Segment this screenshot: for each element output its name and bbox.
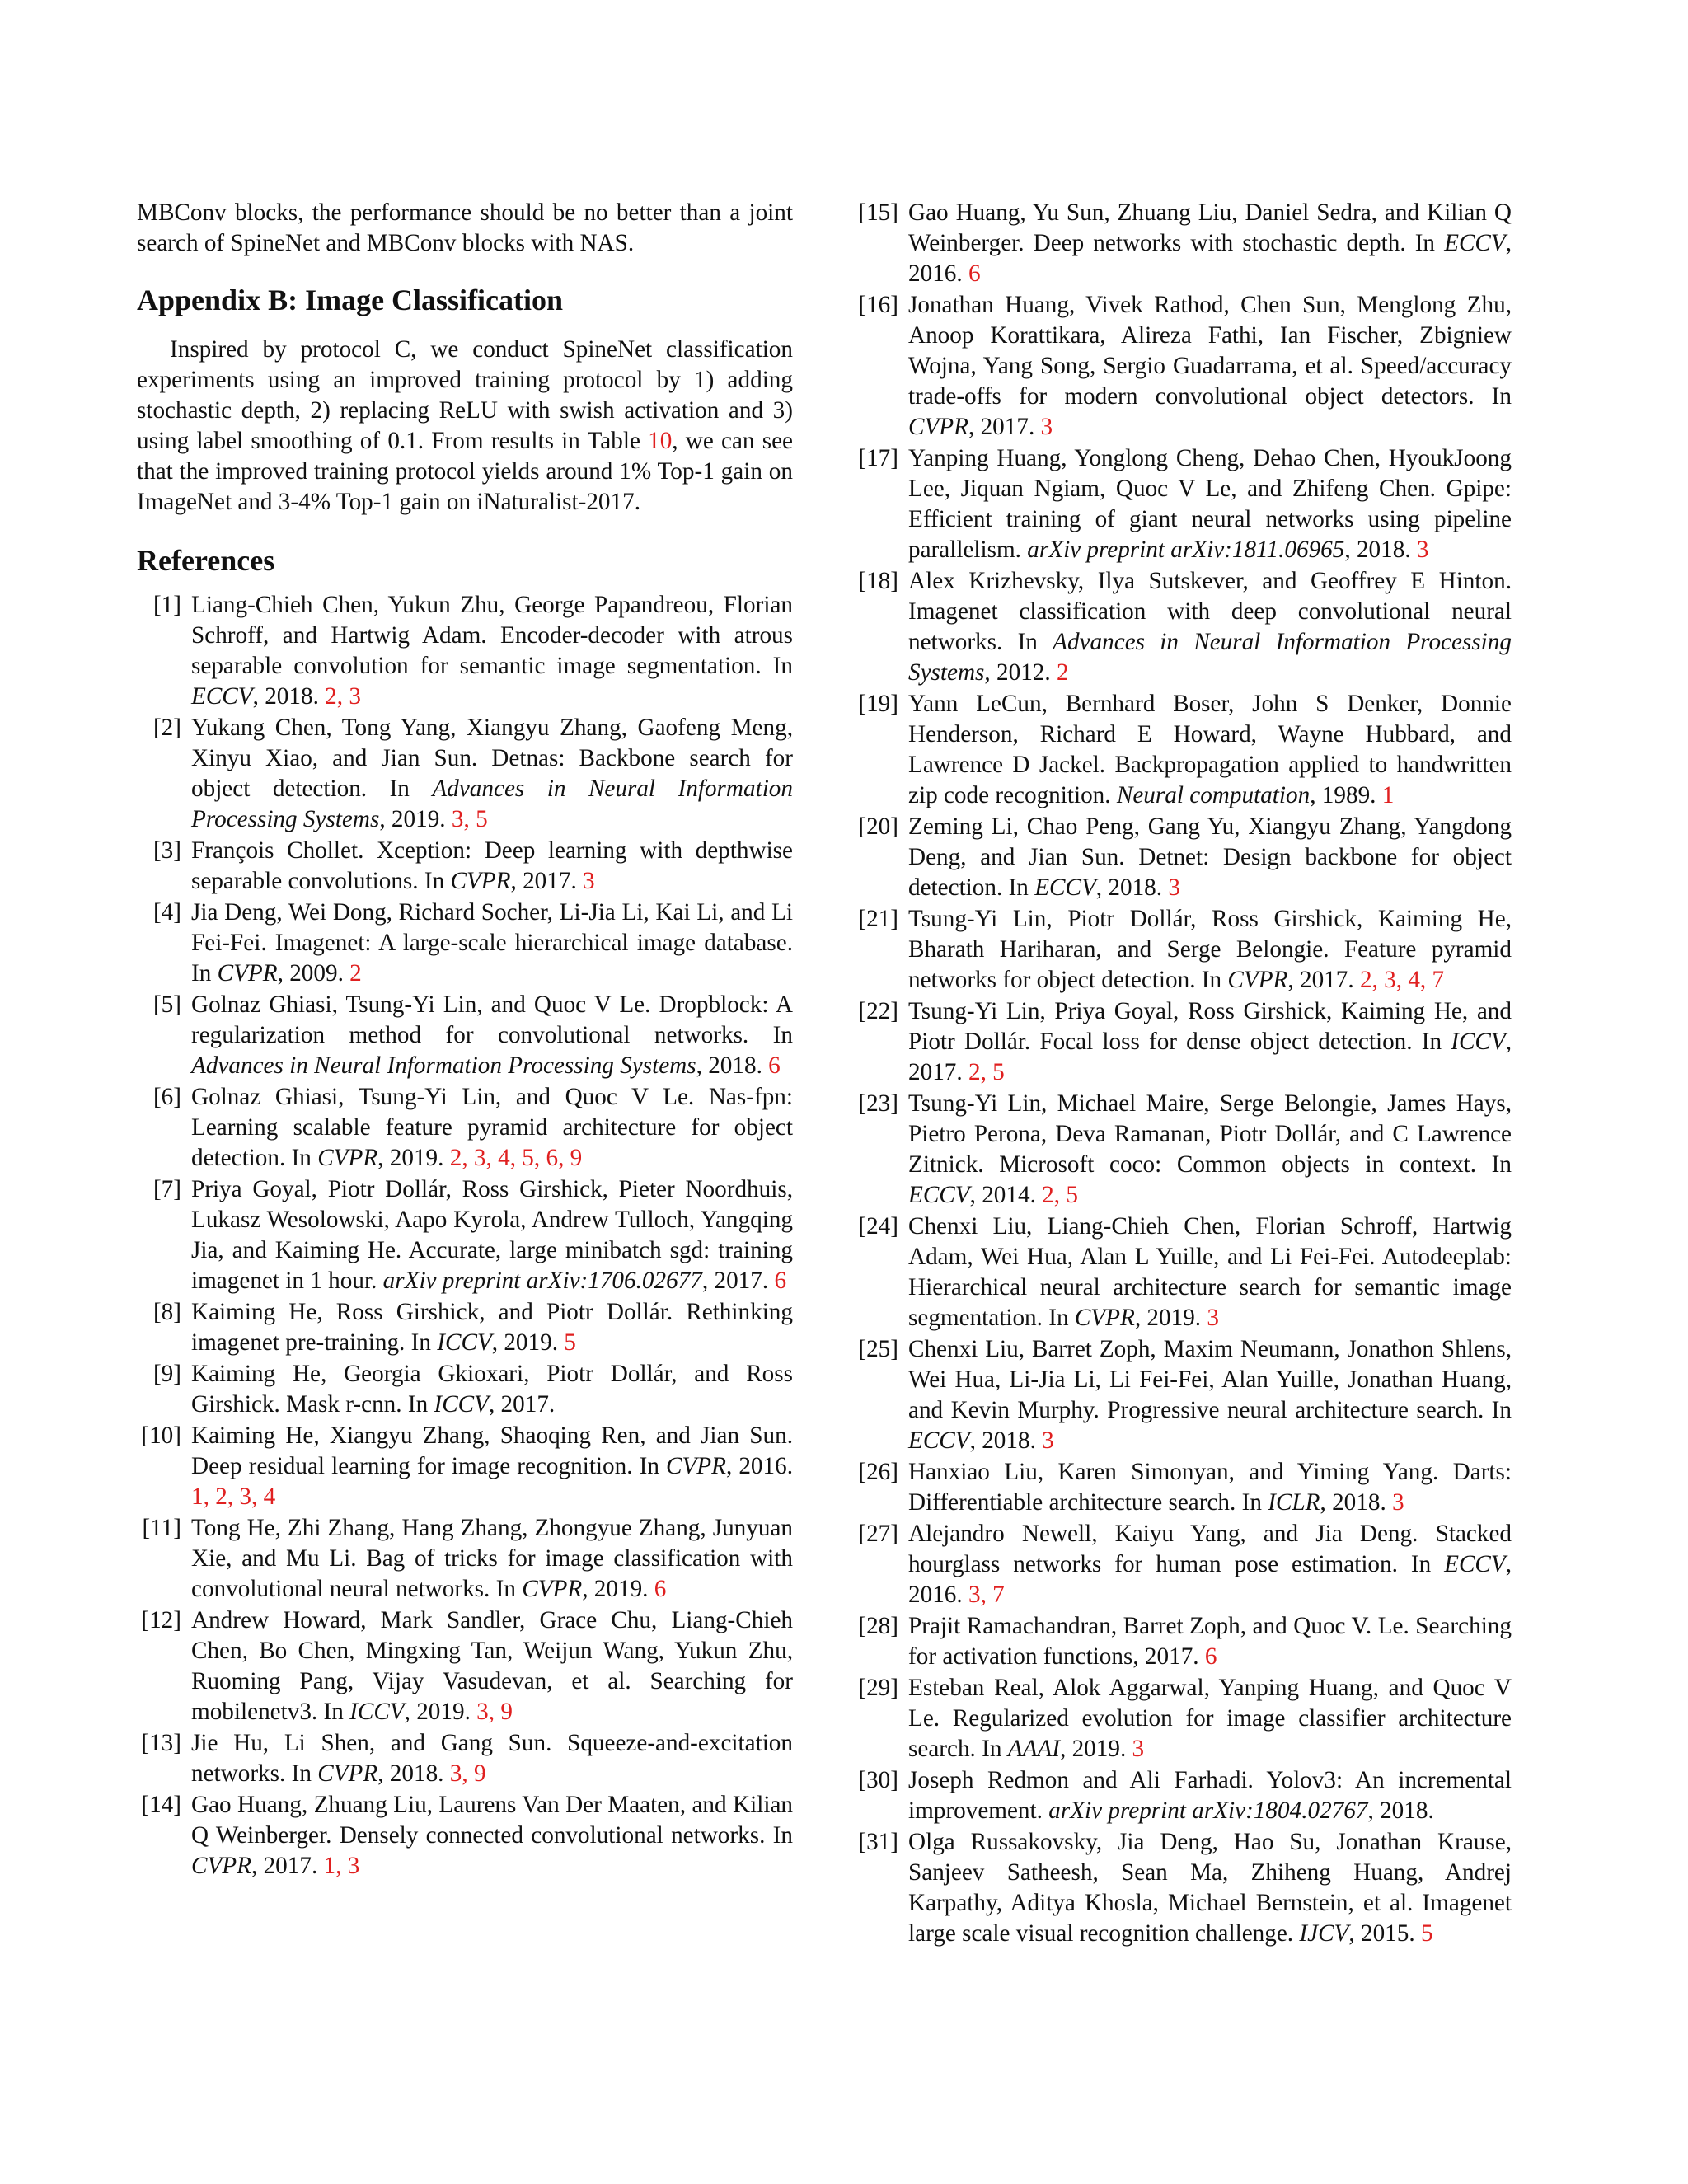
reference-item [854, 689, 1512, 811]
reference-year: , 2017. [908, 1029, 1512, 1085]
reference-text: Alex Krizhevsky, Ilya Sutskever, and Geoffrey E Hinton. Imagenet classification with deep convolutional neural networks. In [908, 568, 1512, 655]
reference-backlinks[interactable]: 2, 3, 4, 5, 6, 9 [449, 1145, 583, 1171]
reference-text: Jie Hu, Li Shen, and Gang Sun. Squeeze-and-excitation networks. In [191, 1730, 793, 1787]
reference-number: [16] [858, 292, 898, 318]
reference-venue: Advances in Neural Information Processing Systems [191, 776, 793, 832]
reference-number: [2] [152, 715, 181, 741]
reference-venue: Advances in Neural Information Processing Systems [908, 629, 1512, 686]
reference-number: [30] [858, 1767, 898, 1793]
reference-item [137, 1174, 793, 1296]
reference-venue: CVPR [1227, 967, 1288, 993]
reference-number: [10] [141, 1422, 181, 1449]
reference-year: , 2018. [377, 1760, 450, 1787]
reference-text: Tong He, Zhi Zhang, Hang Zhang, Zhongyue Zhang, Junyuan Xie, and Mu Li. Bag of tricks for image classification with convolutional neural networks. In [191, 1515, 793, 1602]
reference-year: , 2016. [908, 1551, 1512, 1608]
reference-text: Gao Huang, Zhuang Liu, Laurens Van Der Maaten, and Kilian Q Weinberger. Densely connected convolutional networks. In [191, 1792, 793, 1849]
reference-number: [25] [858, 1336, 898, 1362]
reference-item [854, 1334, 1512, 1456]
reference-item [137, 1082, 793, 1174]
reference-year: , 2014. [969, 1182, 1043, 1208]
reference-backlinks[interactable]: 3, 9 [449, 1760, 486, 1787]
reference-number: [17] [858, 445, 898, 471]
reference-item [137, 1297, 793, 1358]
reference-venue: arXiv preprint arXiv:1804.02767 [1048, 1797, 1368, 1824]
reference-item [137, 836, 793, 897]
reference-item [854, 566, 1512, 688]
reference-body [908, 812, 1512, 903]
reference-text: Jia Deng, Wei Dong, Richard Socher, Li-Jia Li, Kai Li, and Li Fei-Fei. Imagenet: A large-scale hierarchical image database. In [191, 899, 793, 987]
reference-text: Tsung-Yi Lin, Piotr Dollár, Ross Girshick, Kaiming He, Bharath Hariharan, and Serge Belongie. Feature pyramid networks for object detection. In [908, 906, 1512, 993]
reference-body [908, 1212, 1512, 1333]
reference-item [854, 198, 1512, 289]
reference-number: [11] [142, 1515, 181, 1541]
reference-item [137, 1728, 793, 1789]
reference-year: , 2016. [908, 230, 1512, 287]
reference-backlinks[interactable]: 3 [1207, 1305, 1219, 1331]
reference-backlinks[interactable]: 3 [583, 868, 595, 894]
reference-number: [31] [858, 1829, 898, 1855]
reference-backlinks[interactable]: 2 [349, 960, 362, 987]
reference-venue: CVPR [191, 1853, 251, 1879]
reference-backlinks[interactable]: 3 [1416, 537, 1429, 563]
reference-item [854, 1457, 1512, 1518]
appendix-paragraph [137, 335, 793, 518]
reference-body [908, 1611, 1512, 1672]
reference-backlinks[interactable]: 2 [1056, 659, 1069, 686]
reference-year: , 2019. [582, 1576, 654, 1602]
reference-item [854, 1212, 1512, 1333]
reference-venue: CVPR [665, 1453, 726, 1479]
reference-venue: IJCV [1299, 1920, 1349, 1947]
references-heading: References [137, 544, 275, 577]
reference-backlinks[interactable]: 6 [1204, 1643, 1217, 1670]
reference-number: [7] [152, 1176, 181, 1202]
reference-text: Zeming Li, Chao Peng, Gang Yu, Xiangyu Zhang, Yangdong Deng, and Jian Sun. Detnet: Design backbone for object detection. In [908, 813, 1512, 901]
reference-venue: ICCV [1451, 1029, 1506, 1055]
reference-number: [29] [858, 1675, 898, 1701]
reference-body [908, 1827, 1512, 1949]
reference-venue: ECCV [1444, 230, 1506, 256]
reference-body [908, 689, 1512, 811]
reference-item [137, 1790, 793, 1882]
reference-number: [6] [152, 1084, 181, 1110]
reference-number: [13] [141, 1730, 181, 1756]
reference-body [191, 1513, 793, 1605]
reference-backlinks[interactable]: 5 [1420, 1920, 1433, 1947]
reference-number: [1] [152, 592, 181, 618]
reference-venue: ECCV [908, 1427, 970, 1454]
reference-text: Kaiming He, Ross Girshick, and Piotr Dollár. Rethinking imagenet pre-training. In [191, 1299, 793, 1356]
reference-backlinks[interactable]: 6 [968, 260, 981, 287]
left-column [137, 198, 793, 1882]
reference-venue: CVPR [317, 1145, 378, 1171]
reference-item [137, 898, 793, 989]
reference-year: , 2018. [969, 1427, 1043, 1454]
reference-item [137, 1605, 793, 1727]
reference-venue: Advances in Neural Information Processing Systems [191, 1052, 696, 1079]
reference-item [854, 1765, 1512, 1826]
reference-text: François Chollet. Xception: Deep learning with depthwise separable convolutions. In [191, 837, 793, 894]
reference-body [191, 590, 793, 712]
reference-item [137, 1421, 793, 1512]
reference-backlinks[interactable]: 3, 7 [968, 1582, 1005, 1608]
reference-text: Prajit Ramachandran, Barret Zoph, and Quoc V. Le. Searching for activation functions, 2017. [908, 1613, 1512, 1670]
reference-item [137, 1513, 793, 1605]
reference-venue: ICCV [437, 1329, 492, 1356]
reference-year: , 2019. [379, 806, 452, 832]
reference-text: Chenxi Liu, Liang-Chieh Chen, Florian Schroff, Hartwig Adam, Wei Hua, Alan L Yuille, and Li Fei-Fei. Autodeeplab: Hierarchical neural architecture search for semantic image segmentation. In [908, 1213, 1512, 1331]
reference-text: Yanping Huang, Yonglong Cheng, Dehao Chen, HyoukJoong Lee, Jiquan Ngiam, Quoc V Le, and Zhifeng Chen. Gpipe: Efficient training of giant neural networks using pipeline parallelism. [908, 445, 1512, 563]
reference-venue: ICCV [434, 1391, 489, 1418]
reference-list-left [137, 590, 793, 1882]
reference-year: , 2019. [1059, 1736, 1132, 1762]
reference-body [191, 713, 793, 835]
reference-backlinks[interactable]: 1 [1381, 782, 1395, 808]
reference-venue: ECCV [191, 683, 253, 710]
reference-text: Kaiming He, Xiangyu Zhang, Shaoqing Ren, and Jian Sun. Deep residual learning for image recognition. In [191, 1422, 793, 1479]
reference-text: Andrew Howard, Mark Sandler, Grace Chu, Liang-Chieh Chen, Bo Chen, Mingxing Tan, Weijun Wang, Yukun Zhu, Ruoming Pang, Vijay Vasudevan, et al. Searching for mobilenetv3. In [191, 1607, 793, 1725]
reference-text: Hanxiao Liu, Karen Simonyan, and Yiming Yang. Darts: Differentiable architecture search. In [908, 1459, 1512, 1516]
reference-year: , 1989. [1310, 782, 1382, 808]
reference-item [854, 1827, 1512, 1949]
reference-backlinks[interactable]: 2, 5 [1042, 1182, 1078, 1208]
reference-item [854, 1519, 1512, 1610]
reference-item [137, 990, 793, 1081]
reference-body [191, 1790, 793, 1882]
reference-backlinks[interactable]: 2, 5 [968, 1059, 1005, 1085]
reference-backlinks[interactable]: 1, 2, 3, 4 [191, 1483, 276, 1510]
reference-year: , 2019. [404, 1699, 477, 1725]
reference-venue: CVPR [450, 868, 511, 894]
reference-body [908, 198, 1512, 289]
reference-backlinks[interactable]: 3 [1392, 1489, 1404, 1516]
reference-list-right [854, 198, 1512, 1949]
reference-text: Olga Russakovsky, Jia Deng, Hao Su, Jonathan Krause, Sanjeev Satheesh, Sean Ma, Zhiheng Huang, Andrej Karpathy, Aditya Khosla, Michael Bernstein, et al. Imagenet large scale visual recognition challenge. [908, 1829, 1512, 1947]
reference-year: , 2017. [510, 868, 584, 894]
reference-year: , 2019. [491, 1329, 565, 1356]
reference-item [854, 290, 1512, 443]
reference-text: Esteban Real, Alok Aggarwal, Yanping Huang, and Quoc V Le. Regularized evolution for image classifier architecture search. In [908, 1675, 1512, 1762]
reference-number: [9] [152, 1361, 181, 1387]
reference-text: Kaiming He, Georgia Gkioxari, Piotr Dollár, and Ross Girshick. Mask r-cnn. In [191, 1361, 793, 1418]
reference-item [854, 904, 1512, 996]
reference-text: Golnaz Ghiasi, Tsung-Yi Lin, and Quoc V Le. Nas-fpn: Learning scalable feature pyramid architecture for object detection. In [191, 1084, 793, 1171]
reference-venue: ICLR [1268, 1489, 1320, 1516]
reference-body [191, 898, 793, 989]
reference-venue: CVPR [317, 1760, 378, 1787]
reference-backlinks[interactable]: 6 [654, 1576, 667, 1602]
reference-text: Joseph Redmon and Ali Farhadi. Yolov3: An incremental improvement. [908, 1767, 1512, 1824]
reference-year: , 2015. [1348, 1920, 1421, 1947]
reference-body [908, 1519, 1512, 1610]
reference-number: [18] [858, 568, 898, 594]
reference-text: Yukang Chen, Tong Yang, Xiangyu Zhang, Gaofeng Meng, Xinyu Xiao, and Jian Sun. Detnas: Backbone search for object detection. In [191, 715, 793, 802]
reference-year: , 2017. [701, 1268, 775, 1294]
reference-body [191, 1082, 793, 1174]
reference-number: [8] [152, 1299, 181, 1325]
reference-item [854, 1673, 1512, 1765]
reference-year: , 2018. [1344, 537, 1417, 563]
reference-venue: CVPR [908, 414, 968, 440]
reference-text: Tsung-Yi Lin, Priya Goyal, Ross Girshick, Kaiming He, and Piotr Dollár. Focal loss for dense object detection. In [908, 998, 1512, 1055]
right-column [854, 198, 1512, 1950]
reference-item [854, 1611, 1512, 1672]
reference-venue: ICCV [349, 1699, 405, 1725]
reference-year: , 2012. [984, 659, 1057, 686]
reference-body [191, 1359, 793, 1420]
reference-body [191, 1605, 793, 1727]
appendix-text-before: Inspired by protocol C, we conduct SpineNet classification experiments using an improved training protocol by 1) adding stochastic depth, 2) replacing ReLU with swish activation and 3) using label smoothing of 0.1. From results in Table [137, 336, 793, 454]
reference-number: [19] [858, 691, 898, 717]
reference-body [191, 1421, 793, 1512]
reference-number: [26] [858, 1459, 898, 1485]
reference-year: , 2018. [1320, 1489, 1393, 1516]
reference-venue: AAAI [1007, 1736, 1060, 1762]
reference-year: , 2017. [488, 1391, 556, 1418]
reference-venue: arXiv preprint arXiv:1811.06965 [1027, 537, 1345, 563]
reference-backlinks[interactable]: 2, 3 [325, 683, 361, 710]
reference-text: Jonathan Huang, Vivek Rathod, Chen Sun, Menglong Zhu, Anoop Korattikara, Alireza Fathi, Ian Fischer, Zbigniew Wojna, Yang Song, Sergio Guadarrama, et al. Speed/accuracy trade-offs for modern convolutional object detectors. In [908, 292, 1512, 410]
reference-number: [5] [152, 991, 181, 1018]
reference-body [191, 1174, 793, 1296]
reference-body [908, 566, 1512, 688]
reference-backlinks[interactable]: 3, 5 [451, 806, 488, 832]
appendix-text-after: , we can see that the improved training protocol yields around 1% Top-1 gain on ImageNet and 3-4% Top-1 gain on iNaturalist-2017. [137, 428, 793, 515]
reference-body [908, 904, 1512, 996]
reference-backlinks[interactable]: 2, 3, 4, 7 [1359, 967, 1445, 993]
reference-venue: Neural computation [1116, 782, 1311, 808]
reference-year: , 2019. [1134, 1305, 1207, 1331]
reference-number: [21] [858, 906, 898, 932]
reference-body [191, 1728, 793, 1789]
reference-backlinks[interactable]: 6 [768, 1052, 781, 1079]
reference-body [908, 290, 1512, 443]
reference-venue: arXiv preprint arXiv:1706.02677 [382, 1268, 702, 1294]
reference-backlinks[interactable]: 3 [1168, 874, 1180, 901]
reference-item [854, 812, 1512, 903]
reference-backlinks[interactable]: 3 [1042, 1427, 1054, 1454]
reference-body [908, 1673, 1512, 1765]
reference-item [854, 443, 1512, 565]
reference-text: Yann LeCun, Bernhard Boser, John S Denker, Donnie Henderson, Richard E Howard, Wayne Hubbard, and Lawrence D Jackel. Backpropagation applied to handwritten zip code recognition. [908, 691, 1512, 808]
reference-year: , 2016. [725, 1453, 793, 1479]
reference-year: , 2018. [1367, 1797, 1434, 1824]
reference-number: [24] [858, 1213, 898, 1240]
reference-number: [28] [858, 1613, 898, 1639]
reference-venue: ECCV [1034, 874, 1096, 901]
reference-year: , 2019. [377, 1145, 450, 1171]
reference-number: [23] [858, 1090, 898, 1117]
reference-text: Priya Goyal, Piotr Dollár, Ross Girshick, Pieter Noordhuis, Lukasz Wesolowski, Aapo Kyrola, Andrew Tulloch, Yangqing Jia, and Kaiming He. Accurate, large minibatch sgd: training imagenet in 1 hour. [191, 1176, 793, 1294]
table-ref-link[interactable]: 10 [648, 428, 673, 454]
reference-number: [14] [141, 1792, 181, 1818]
reference-item [854, 996, 1512, 1088]
reference-number: [3] [152, 837, 181, 864]
reference-text: Chenxi Liu, Barret Zoph, Maxim Neumann, Jonathon Shlens, Wei Hua, Li-Jia Li, Li Fei-Fei, Alan Yuille, Jonathan Huang, and Kevin Murphy. Progressive neural architecture search. In [908, 1336, 1512, 1423]
reference-year: , 2017. [968, 414, 1041, 440]
reference-number: [15] [858, 199, 898, 226]
reference-body [908, 996, 1512, 1088]
reference-backlinks[interactable]: 3, 9 [476, 1699, 513, 1725]
reference-number: [20] [858, 813, 898, 840]
reference-number: [12] [141, 1607, 181, 1633]
appendix-heading: Appendix B: Image Classification [137, 284, 564, 316]
reference-backlinks[interactable]: 1, 3 [323, 1853, 360, 1879]
reference-venue: CVPR [1074, 1305, 1135, 1331]
reference-venue: CVPR [522, 1576, 583, 1602]
reference-text: Tsung-Yi Lin, Michael Maire, Serge Belongie, James Hays, Pietro Perona, Deva Ramanan, Piotr Dollár, and C Lawrence Zitnick. Microsoft coco: Common objects in context. In [908, 1090, 1512, 1178]
reference-number: [27] [858, 1521, 898, 1547]
reference-item [854, 1089, 1512, 1211]
reference-number: [22] [858, 998, 898, 1024]
reference-venue: ECCV [908, 1182, 970, 1208]
reference-number: [4] [152, 899, 181, 926]
reference-year: , 2018. [696, 1052, 769, 1079]
reference-body [908, 1765, 1512, 1826]
reference-body [908, 443, 1512, 565]
reference-venue: ECCV [1444, 1551, 1506, 1577]
reference-item [137, 713, 793, 835]
reference-backlinks[interactable]: 5 [564, 1329, 576, 1356]
reference-text: Golnaz Ghiasi, Tsung-Yi Lin, and Quoc V Le. Dropblock: A regularization method for convolutional networks. In [191, 991, 793, 1048]
reference-body [908, 1457, 1512, 1518]
reference-year: , 2018. [1095, 874, 1169, 901]
reference-venue: CVPR [217, 960, 278, 987]
reference-backlinks[interactable]: 3 [1040, 414, 1053, 440]
reference-body [908, 1089, 1512, 1211]
reference-year: , 2009. [277, 960, 350, 987]
reference-item [137, 590, 793, 712]
reference-text: Gao Huang, Yu Sun, Zhuang Liu, Daniel Sedra, and Kilian Q Weinberger. Deep networks with stochastic depth. In [908, 199, 1512, 256]
reference-body [191, 990, 793, 1081]
intro-paragraph: MBConv blocks, the performance should be no better than a joint search of SpineNet and MBConv blocks with NAS. [137, 199, 793, 256]
reference-backlinks[interactable]: 6 [774, 1268, 787, 1294]
reference-body [191, 836, 793, 897]
reference-year: , 2018. [252, 683, 326, 710]
reference-item [137, 1359, 793, 1420]
reference-text: Alejandro Newell, Kaiyu Yang, and Jia Deng. Stacked hourglass networks for human pose estimation. In [908, 1521, 1512, 1577]
reference-year: , 2017. [1287, 967, 1360, 993]
reference-body [191, 1297, 793, 1358]
reference-body [908, 1334, 1512, 1456]
reference-text: Liang-Chieh Chen, Yukun Zhu, George Papandreou, Florian Schroff, and Hartwig Adam. Encoder-decoder with atrous separable convolution for semantic image segmentation. In [191, 592, 793, 679]
reference-year: , 2017. [251, 1853, 324, 1879]
reference-backlinks[interactable]: 3 [1132, 1736, 1145, 1762]
